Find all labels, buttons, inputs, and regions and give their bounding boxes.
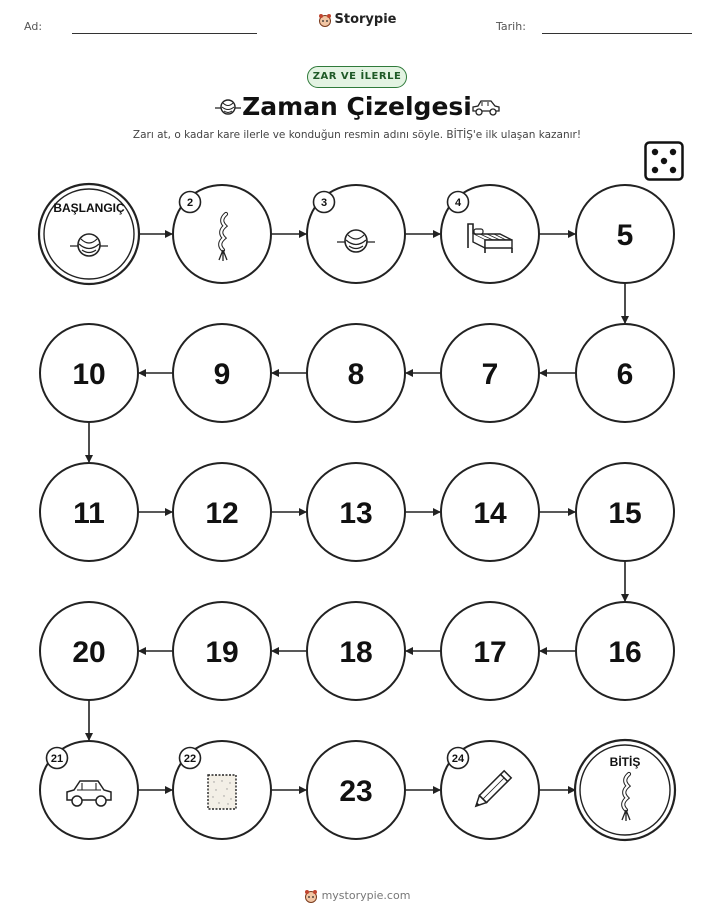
space-number: 13 [339, 497, 373, 530]
space-number: 18 [339, 636, 373, 669]
space-number: 19 [205, 636, 239, 669]
space-badge-number: 4 [454, 197, 462, 209]
space-badge-number: 22 [183, 753, 197, 765]
brand-name: Storypie [334, 12, 397, 27]
space-badge-number: 2 [186, 197, 194, 209]
space-number: 9 [213, 358, 231, 391]
space-number: 12 [205, 497, 239, 530]
board-space-6 [576, 324, 674, 422]
board-space-23 [307, 741, 405, 839]
board-space-22 [173, 741, 271, 839]
activity-badge: ZAR VE İLERLE [307, 66, 407, 88]
board-space-4 [441, 185, 539, 283]
board-space-2 [173, 185, 271, 283]
board-space-7 [441, 324, 539, 422]
space-number: 7 [481, 358, 499, 391]
board-space-13 [307, 463, 405, 561]
storypie-logo-icon [304, 889, 318, 903]
board-space-24 [441, 741, 539, 839]
space-number: 23 [339, 775, 373, 808]
board-space-20 [40, 602, 138, 700]
space-number: 20 [72, 636, 106, 669]
cracker-icon [208, 775, 236, 809]
board-space-8 [307, 324, 405, 422]
space-number: 17 [473, 636, 507, 669]
space-badge-number: 3 [320, 197, 328, 209]
finish-label: BİTİŞ [609, 755, 641, 769]
space-number: 10 [72, 358, 106, 391]
board-space-19 [173, 602, 271, 700]
board-space-1 [39, 184, 139, 284]
board-space-18 [307, 602, 405, 700]
board-space-3 [307, 185, 405, 283]
board-space-15 [576, 463, 674, 561]
footer [0, 889, 714, 903]
board-space-5 [576, 185, 674, 283]
name-label: Ad: [24, 20, 43, 33]
board-space-10 [40, 324, 138, 422]
board-space-25 [575, 740, 675, 840]
page-title: Zaman Çizelgesi [242, 92, 472, 121]
space-badge-number: 21 [50, 753, 64, 765]
space-number: 11 [73, 497, 105, 530]
date-label: Tarih: [496, 20, 526, 33]
space-badge-number: 24 [451, 753, 465, 765]
footer-url[interactable]: mystorypie.com [321, 889, 411, 902]
board-space-12 [173, 463, 271, 561]
instructions: Zarı at, o kadar kare ilerle ve konduğun resmin adını söyle. BİTİŞ'e ilk ulaşan kazanır! [132, 129, 582, 141]
space-number: 14 [473, 497, 507, 530]
board-space-21 [40, 741, 138, 839]
space-number: 6 [616, 358, 634, 391]
board-space-9 [173, 324, 271, 422]
space-number: 5 [616, 219, 634, 252]
start-label: BAŞLANGIÇ [53, 201, 125, 215]
space-number: 16 [608, 636, 642, 669]
board-space-11 [40, 463, 138, 561]
board-space-14 [441, 463, 539, 561]
board-space-16 [576, 602, 674, 700]
space-number: 15 [608, 497, 642, 530]
space-number: 8 [347, 358, 365, 391]
board-space-17 [441, 602, 539, 700]
